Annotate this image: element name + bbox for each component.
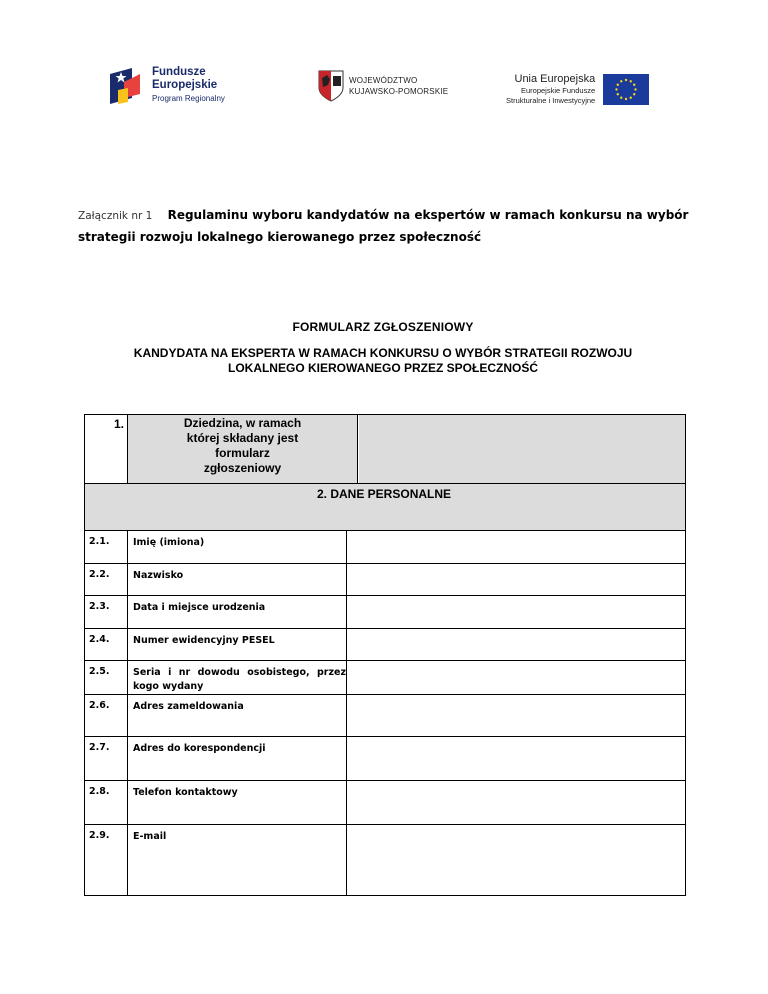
form-subtitle-line1: KANDYDATA NA EKSPERTA W RAMACH KONKURSU O WYBÓR STRATEGII ROZWOJU — [133, 346, 633, 360]
field-nazwisko-input[interactable] — [346, 564, 685, 595]
annex-heading — [78, 204, 698, 247]
section1-label-line: Dziedzina, w ramach — [183, 416, 302, 430]
eu-star-icon — [633, 83, 635, 85]
row-number: 2.6. — [85, 695, 128, 736]
section1-label-line: zgłoszeniowy — [203, 461, 282, 475]
kp-logo-line1: WOJEWÓDZTWO — [349, 76, 418, 85]
table-row — [85, 695, 685, 737]
row-number: 2.4. — [85, 629, 128, 660]
row-number: 2.9. — [85, 825, 128, 895]
row-label: Imię (imiona) — [133, 537, 205, 548]
eu-star-icon — [617, 83, 619, 85]
field-dowod-input[interactable] — [346, 661, 685, 694]
row-number: 2.5. — [85, 661, 128, 694]
annex-prefix: Załącznik nr 1 — [78, 210, 153, 222]
eu-star-icon — [616, 88, 618, 90]
row-number: 2.1. — [85, 531, 128, 563]
section1-number: 1. — [85, 415, 128, 483]
table-row — [85, 825, 685, 895]
field-adres-zameldowania-input[interactable] — [346, 695, 685, 736]
fundusze-europejskie-star-icon — [110, 68, 146, 104]
ue-logo-line3: Strukturalne i Inwestycyjne — [506, 96, 596, 105]
header-logos — [0, 62, 768, 112]
eu-star-icon — [625, 97, 627, 99]
unia-europejska-logo — [506, 72, 649, 106]
table-row — [85, 781, 685, 825]
field-pesel-input[interactable] — [346, 629, 685, 660]
eu-star-icon — [630, 96, 632, 98]
section1-label — [128, 415, 358, 483]
field-adres-korespondencji-input[interactable] — [346, 737, 685, 780]
ue-logo-line2: Europejskie Fundusze — [521, 86, 596, 95]
section2-header — [85, 484, 685, 531]
kujawsko-pomorskie-logo — [318, 70, 448, 102]
table-row — [85, 661, 685, 695]
field-imie-input[interactable] — [346, 531, 685, 563]
row-label: E-mail — [133, 831, 167, 842]
voivodeship-shield-icon — [318, 70, 344, 102]
field-email-input[interactable] — [346, 825, 685, 895]
row-label: Adres do korespondencji — [133, 743, 266, 754]
eu-star-icon — [633, 93, 635, 95]
section1-table — [84, 414, 686, 484]
form-subtitle-line2: LOKALNEGO KIEROWANEGO PRZEZ SPOŁECZNOŚĆ — [227, 361, 538, 375]
section1-label-line: formularz — [215, 446, 270, 460]
table-row — [85, 531, 685, 564]
row-number: 2.8. — [85, 781, 128, 824]
annex-title: Regulaminu wyboru kandydatów na ekspertów w ramach konkursu na wybór strategii rozwoju lokalnego kierowanego przez społeczność — [78, 208, 689, 244]
ue-logo-line1: Unia Europejska — [514, 73, 596, 85]
fe-logo-line3: Program Regionalny — [152, 94, 225, 103]
row-label: Numer ewidencyjny PESEL — [133, 635, 275, 646]
field-data-urodzenia-input[interactable] — [346, 596, 685, 628]
eu-star-icon — [620, 96, 622, 98]
row-number: 2.3. — [85, 596, 128, 628]
row-label: Telefon kontaktowy — [133, 787, 238, 798]
row-number: 2.7. — [85, 737, 128, 780]
field-telefon-input[interactable] — [346, 781, 685, 824]
table-row — [85, 629, 685, 661]
eu-star-icon — [635, 88, 637, 90]
fe-logo-line1: Fundusze — [152, 66, 206, 78]
row-label: Adres zameldowania — [133, 701, 244, 712]
eu-star-icon — [617, 93, 619, 95]
eu-star-icon — [630, 80, 632, 82]
form-subtitle — [78, 346, 688, 376]
section2-table — [84, 484, 686, 896]
fe-logo-line2: Europejskie — [152, 79, 218, 91]
kp-logo-line2: KUJAWSKO-POMORSKIE — [349, 87, 449, 96]
row-number: 2.2. — [85, 564, 128, 595]
fundusze-europejskie-logo — [110, 66, 225, 105]
section1-label-line: której składany jest — [186, 431, 299, 445]
eu-star-icon — [620, 80, 622, 82]
table-row — [85, 737, 685, 781]
eu-flag-icon — [603, 74, 649, 105]
row-label: Seria i nr dowodu osobistego, przez kogo wydany — [133, 667, 346, 692]
section2-heading: 2. DANE PERSONALNE — [317, 487, 452, 501]
table-row — [85, 564, 685, 596]
form-title: FORMULARZ ZGŁOSZENIOWY — [292, 320, 474, 334]
table-row — [85, 596, 685, 629]
field-dziedzina-input[interactable] — [359, 415, 685, 483]
row-label: Data i miejsce urodzenia — [133, 602, 266, 613]
row-label: Nazwisko — [133, 570, 184, 581]
eu-star-icon — [625, 78, 627, 80]
